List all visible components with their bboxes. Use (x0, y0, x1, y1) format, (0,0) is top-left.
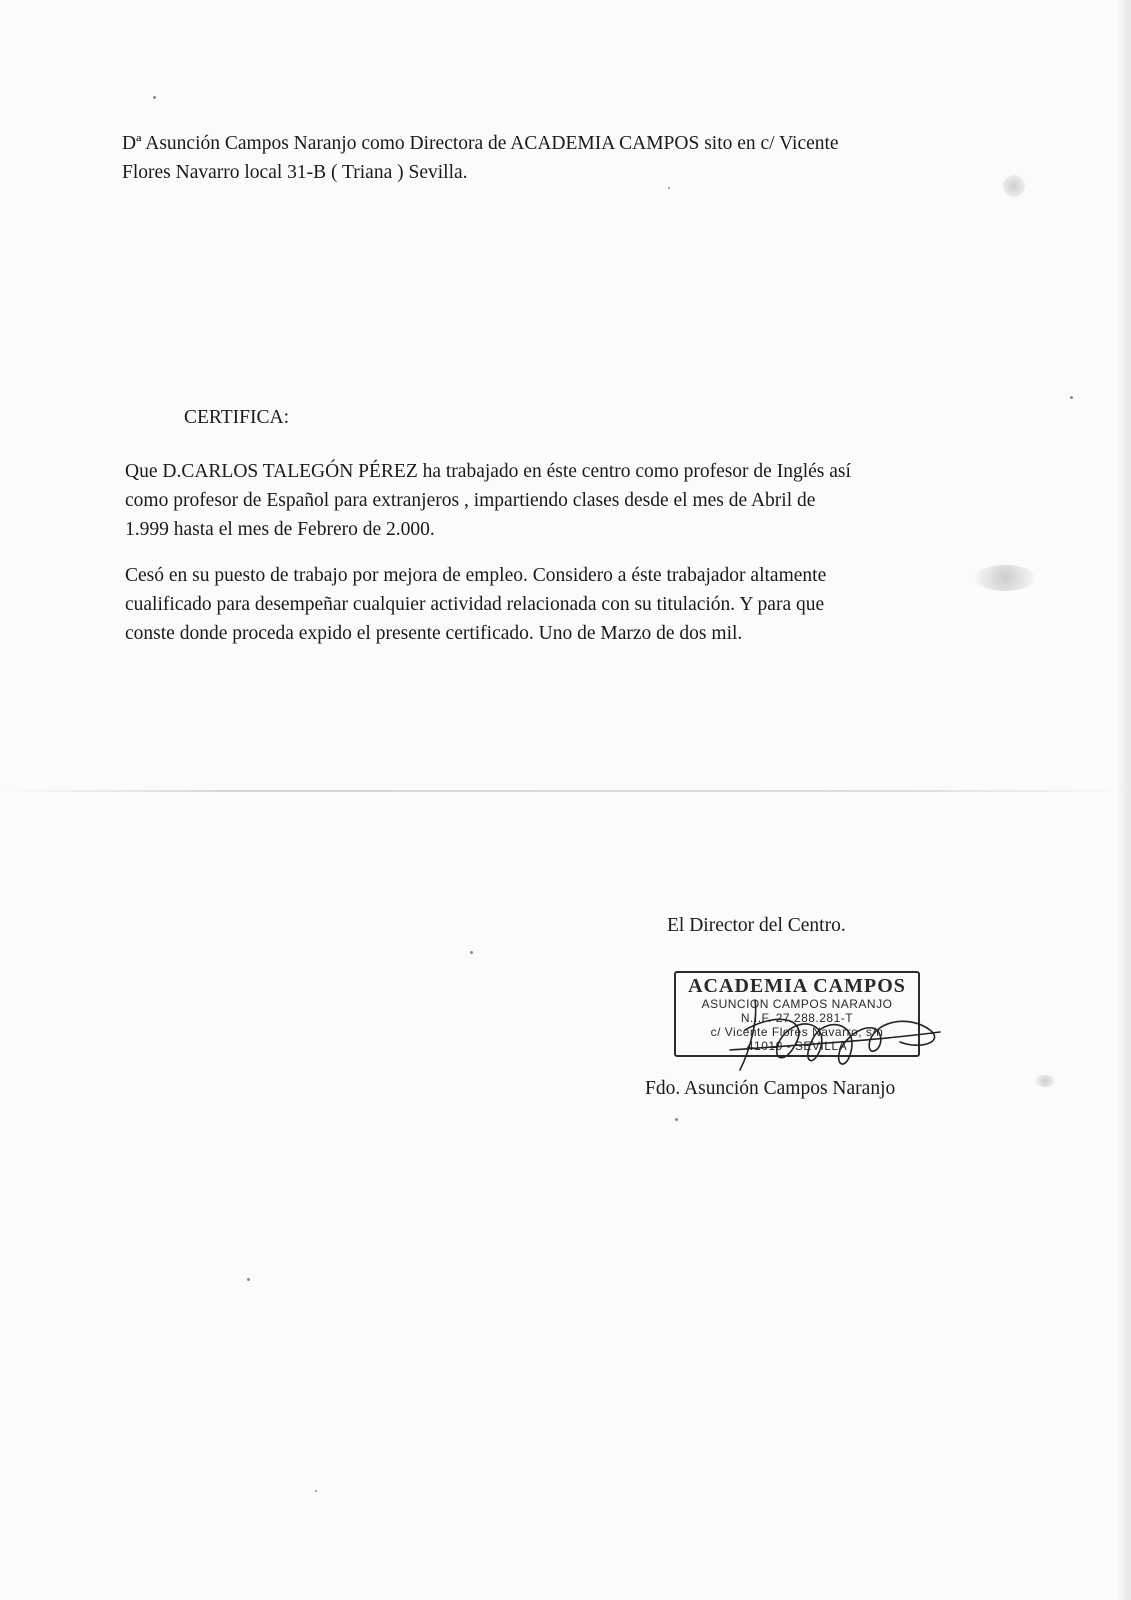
scan-smudge (1035, 1075, 1055, 1087)
body-paragraph-1: Que D.CARLOS TALEGÓN PÉREZ ha trabajado en éste centro como profesor de Inglés así como profesor de Español para extranjeros , impartiendo clases desde el mes de Abril de 1.999 hasta el mes de Febrero de 2.000. (125, 461, 851, 540)
certifica-heading: CERTIFICA: (184, 407, 290, 428)
scan-speck (470, 951, 473, 954)
stamp-address: c/ Vicente Flores Navarro, s/n (710, 1025, 884, 1039)
intro-paragraph: Dª Asunción Campos Naranjo como Directora de ACADEMIA CAMPOS sito en c/ Vicente Flores Navarro local 31-B ( Triana ) Sevilla. (122, 133, 839, 183)
scan-speck (668, 187, 670, 189)
paper-fold-line (0, 790, 1131, 792)
stamp-nif: N.I.F. 27.288.281-T (740, 1011, 854, 1025)
closing-line: El Director del Centro. (667, 915, 846, 936)
stamp-title: ACADEMIA CAMPOS (688, 975, 906, 997)
signed-by-line: Fdo. Asunción Campos Naranjo (645, 1078, 896, 1099)
scan-speck (675, 1118, 678, 1121)
scan-speck (315, 1490, 317, 1492)
body-paragraph-2: Cesó en su puesto de trabajo por mejora de empleo. Considero a éste trabajador altamente cualificado para desempeñar cualquier actividad relacionada con su titulación. Y para que conste donde proceda expido el presente certificado. Uno de Marzo de dos mil. (125, 565, 827, 644)
scan-speck (247, 1278, 250, 1281)
stamp-city: 41010 - SEVILLA (746, 1039, 848, 1053)
scan-speck (153, 96, 156, 99)
scan-smudge (1003, 175, 1025, 197)
scan-speck (1070, 396, 1073, 399)
stamp-name: ASUNCION CAMPOS NARANJO (701, 997, 893, 1011)
page-edge-shadow (1117, 0, 1131, 1600)
